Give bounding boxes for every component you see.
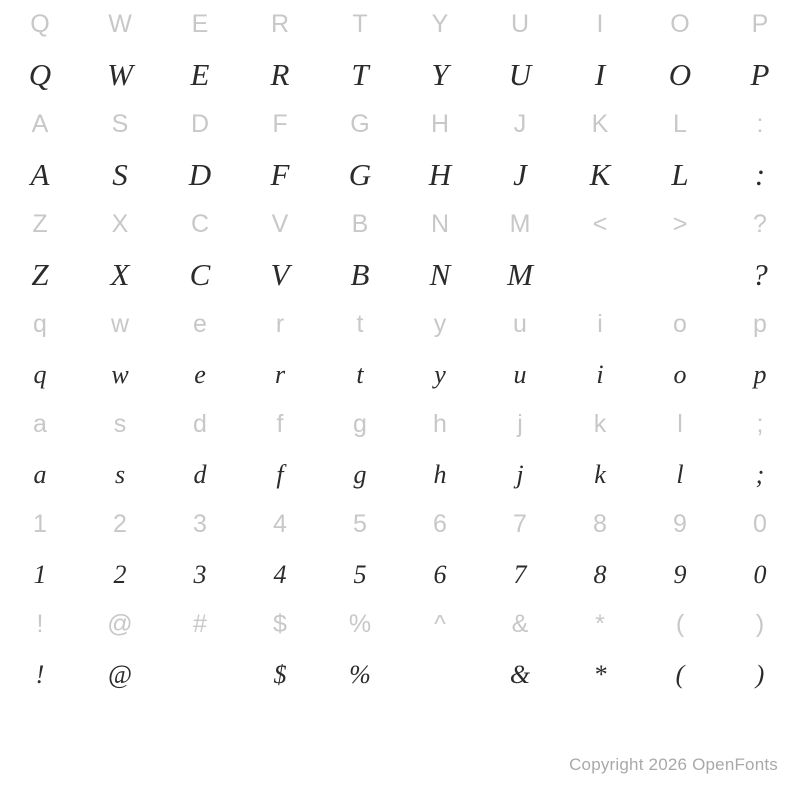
key-label: 5 xyxy=(353,510,367,538)
glyph: o xyxy=(673,360,687,389)
key-label: R xyxy=(270,10,290,38)
glyph: N xyxy=(429,257,451,292)
glyph-row xyxy=(0,349,800,400)
glyph: J xyxy=(513,157,527,192)
glyph: Q xyxy=(28,57,52,92)
glyph: C xyxy=(189,257,211,292)
key-label: w xyxy=(110,310,130,338)
key-label: X xyxy=(111,210,129,238)
glyph: 9 xyxy=(673,560,687,589)
glyph: d xyxy=(193,460,207,489)
glyph: t xyxy=(356,360,364,389)
key-label: q xyxy=(33,310,47,338)
key-label: ( xyxy=(675,610,685,638)
glyph: 2 xyxy=(113,560,127,589)
glyph xyxy=(400,649,480,700)
glyph: Z xyxy=(31,257,49,292)
key-label: ) xyxy=(755,610,765,638)
key-label: i xyxy=(597,310,603,338)
key-label: ^ xyxy=(434,610,446,638)
key-label: T xyxy=(352,10,368,38)
glyph: P xyxy=(750,57,770,92)
glyph: y xyxy=(434,360,446,389)
key-label: Z xyxy=(32,210,48,238)
key-label: f xyxy=(276,410,284,438)
key-label: 9 xyxy=(673,510,687,538)
glyph: F xyxy=(270,157,290,192)
glyph xyxy=(560,249,640,300)
key-label: G xyxy=(350,110,370,138)
glyph: O xyxy=(668,57,692,92)
key-label: 6 xyxy=(433,510,447,538)
glyph: K xyxy=(589,157,611,192)
glyph: G xyxy=(348,157,372,192)
key-label: ! xyxy=(36,610,44,638)
glyph: l xyxy=(676,460,684,489)
character-row-pair xyxy=(0,0,800,100)
key-label: J xyxy=(513,110,527,138)
key-label: j xyxy=(517,410,523,438)
glyph: 3 xyxy=(193,560,207,589)
key-label: k xyxy=(593,410,607,438)
glyph: Y xyxy=(431,57,449,92)
glyph: 4 xyxy=(273,560,287,589)
glyph: W xyxy=(107,57,133,92)
glyph: D xyxy=(188,157,212,192)
key-label: s xyxy=(113,410,127,438)
key-label: A xyxy=(31,110,49,138)
key-label: g xyxy=(353,410,367,438)
key-label-row xyxy=(0,300,800,349)
key-label: P xyxy=(751,10,769,38)
glyph: u xyxy=(513,360,527,389)
glyph: L xyxy=(671,157,689,192)
key-label: 2 xyxy=(113,510,127,538)
key-label: S xyxy=(111,110,129,138)
key-label: M xyxy=(509,210,531,238)
key-label: d xyxy=(193,410,207,438)
key-label: * xyxy=(595,610,605,638)
glyph: 6 xyxy=(433,560,447,589)
key-label: O xyxy=(670,10,690,38)
key-label: K xyxy=(591,110,609,138)
glyph: i xyxy=(596,360,604,389)
glyph: : xyxy=(754,157,766,192)
key-label: 1 xyxy=(33,510,47,538)
glyph: I xyxy=(594,57,606,92)
key-label: F xyxy=(272,110,288,138)
glyph: e xyxy=(194,360,206,389)
key-label: @ xyxy=(107,610,133,638)
key-label: % xyxy=(348,610,372,638)
glyph: 1 xyxy=(33,560,47,589)
glyph: ? xyxy=(752,257,768,292)
footer xyxy=(0,755,800,775)
glyph-row xyxy=(0,449,800,500)
glyph: & xyxy=(509,660,531,689)
glyph: g xyxy=(353,460,367,489)
key-label-row xyxy=(0,0,800,49)
character-row-pair xyxy=(0,100,800,200)
glyph-row xyxy=(0,149,800,200)
key-label-row xyxy=(0,400,800,449)
glyph-row xyxy=(0,549,800,600)
key-label: 8 xyxy=(593,510,607,538)
character-row-pair xyxy=(0,500,800,600)
glyph: ; xyxy=(755,460,765,489)
glyph: S xyxy=(112,157,128,192)
character-row-pair xyxy=(0,300,800,400)
key-label: y xyxy=(433,310,447,338)
glyph: 7 xyxy=(513,560,527,589)
key-label: U xyxy=(510,10,530,38)
key-label: < xyxy=(592,210,608,238)
key-label-row xyxy=(0,100,800,149)
key-label: 4 xyxy=(273,510,287,538)
glyph-row xyxy=(0,249,800,300)
glyph: A xyxy=(30,157,50,192)
key-label: E xyxy=(191,10,209,38)
glyph: B xyxy=(350,257,370,292)
key-label: l xyxy=(677,410,683,438)
key-label: Y xyxy=(431,10,449,38)
key-label: V xyxy=(271,210,289,238)
glyph: s xyxy=(114,460,126,489)
glyph: H xyxy=(428,157,452,192)
character-row-pair xyxy=(0,200,800,300)
key-label: a xyxy=(33,410,47,438)
key-label: 7 xyxy=(513,510,527,538)
key-label: : xyxy=(756,110,764,138)
key-label: h xyxy=(433,410,447,438)
key-label: 0 xyxy=(753,510,767,538)
glyph: T xyxy=(351,57,369,92)
key-label: r xyxy=(275,310,285,338)
glyph xyxy=(640,249,720,300)
glyph: * xyxy=(593,660,607,689)
glyph: 5 xyxy=(353,560,367,589)
glyph: w xyxy=(111,360,129,389)
glyph: X xyxy=(110,257,130,292)
glyph: 8 xyxy=(593,560,607,589)
glyph-row xyxy=(0,649,800,700)
glyph: r xyxy=(274,360,286,389)
key-label-row xyxy=(0,200,800,249)
key-label: D xyxy=(190,110,210,138)
key-label: u xyxy=(513,310,527,338)
key-label: ; xyxy=(756,410,764,438)
key-label: W xyxy=(108,10,132,38)
key-label: I xyxy=(596,10,604,38)
key-label: e xyxy=(193,310,207,338)
glyph: p xyxy=(753,360,767,389)
glyph: ) xyxy=(755,660,765,689)
key-label: & xyxy=(511,610,529,638)
key-label-row xyxy=(0,500,800,549)
glyph: V xyxy=(270,257,290,292)
glyph: U xyxy=(508,57,532,92)
glyph: q xyxy=(33,360,47,389)
glyph-row xyxy=(0,49,800,100)
glyph xyxy=(160,649,240,700)
glyph: E xyxy=(190,57,210,92)
key-label: B xyxy=(351,210,369,238)
key-label: o xyxy=(673,310,687,338)
glyph: a xyxy=(33,460,47,489)
key-label: Q xyxy=(30,10,50,38)
key-label: N xyxy=(430,210,450,238)
glyph: R xyxy=(270,57,290,92)
glyph: k xyxy=(594,460,606,489)
character-row-pair xyxy=(0,400,800,500)
key-label: t xyxy=(356,310,364,338)
glyph: 0 xyxy=(753,560,767,589)
glyph: h xyxy=(433,460,447,489)
key-label: p xyxy=(753,310,767,338)
glyph: f xyxy=(276,460,284,489)
glyph: j xyxy=(516,460,524,489)
character-row-pair xyxy=(0,600,800,700)
copyright-text: Copyright 2026 OpenFonts xyxy=(569,755,778,774)
key-label: $ xyxy=(273,610,287,638)
key-label: H xyxy=(430,110,450,138)
key-label: C xyxy=(190,210,210,238)
key-label: # xyxy=(193,610,207,638)
key-label: 3 xyxy=(193,510,207,538)
glyph: ( xyxy=(675,660,685,689)
glyph: M xyxy=(507,257,533,292)
glyph: $ xyxy=(273,660,287,689)
glyph: % xyxy=(349,660,371,689)
glyph: @ xyxy=(108,660,132,689)
key-label: > xyxy=(672,210,688,238)
key-label-row xyxy=(0,600,800,649)
key-label: L xyxy=(673,110,687,138)
key-label: ? xyxy=(753,210,767,238)
glyph: ! xyxy=(35,660,45,689)
